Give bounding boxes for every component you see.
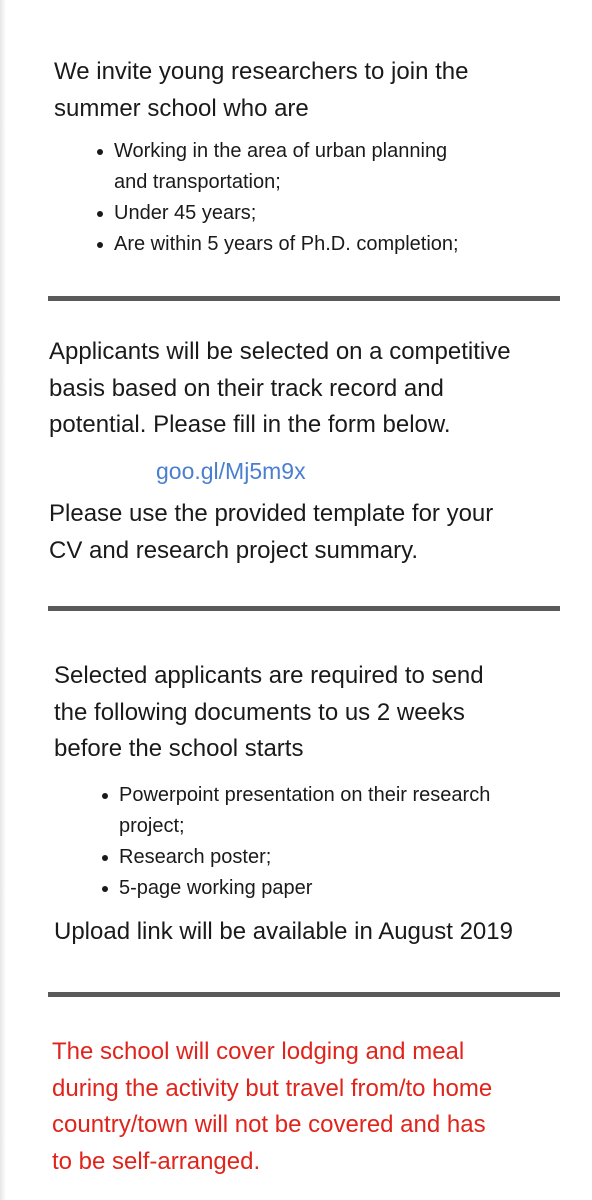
list-item-line-1: Working in the area of urban planning (114, 140, 448, 162)
list-item (95, 136, 459, 198)
list-item (95, 198, 459, 229)
costs-line-3: country/town will not be covered and has (52, 1111, 486, 1138)
list-item-line-2: and transportation; (114, 171, 281, 193)
costs-line-2: during the activity but travel from/to home (52, 1074, 493, 1102)
list-item (95, 229, 459, 260)
selection-line-2: basis based on their track record and (49, 374, 444, 402)
list-item-line-2: project; (119, 815, 185, 837)
list-item-line-1: Under 45 years; (114, 202, 257, 224)
documents-intro-line-1: Selected applicants are required to send (54, 662, 484, 689)
list-item-line-1: Research poster; (119, 846, 272, 868)
section-divider (48, 296, 560, 301)
costs-notice (52, 1034, 492, 1180)
documents-intro-line-2: the following documents to us 2 weeks (54, 698, 465, 726)
list-item (100, 780, 490, 842)
eligibility-intro-line-1: We invite young researchers to join the (54, 58, 469, 85)
section-divider (48, 992, 560, 997)
list-item (100, 873, 490, 904)
costs-line-4: to be self-arranged. (52, 1147, 261, 1175)
selection-line-3: potential. Please fill in the form below. (49, 411, 451, 438)
section-divider (48, 606, 560, 611)
list-item-line-1: Are within 5 years of Ph.D. completion; (114, 233, 459, 255)
documents-intro (54, 658, 484, 768)
template-line-2: CV and research project summary. (49, 536, 419, 564)
list-item-line-1: Powerpoint presentation on their research (119, 784, 491, 806)
eligibility-intro-line-2: summer school who are (54, 94, 309, 122)
eligibility-list (95, 136, 459, 260)
costs-line-1: The school will cover lodging and meal (52, 1038, 465, 1065)
selection-line-1: Applicants will be selected on a competitive (49, 338, 511, 365)
upload-note-text: Upload link will be available in August 2019 (54, 918, 513, 945)
eligibility-intro (54, 54, 468, 127)
documents-intro-line-3: before the school starts (54, 735, 304, 762)
application-form-link[interactable]: goo.gl/Mj5m9x (156, 458, 306, 484)
list-item (100, 842, 490, 873)
template-instructions (49, 496, 493, 569)
template-line-1: Please use the provided template for your (49, 500, 494, 527)
selection-text (49, 334, 511, 444)
upload-note (54, 914, 513, 951)
list-item-line-1: 5-page working paper (119, 877, 313, 899)
page-edge-shadow (0, 0, 6, 1200)
documents-list (100, 780, 490, 904)
